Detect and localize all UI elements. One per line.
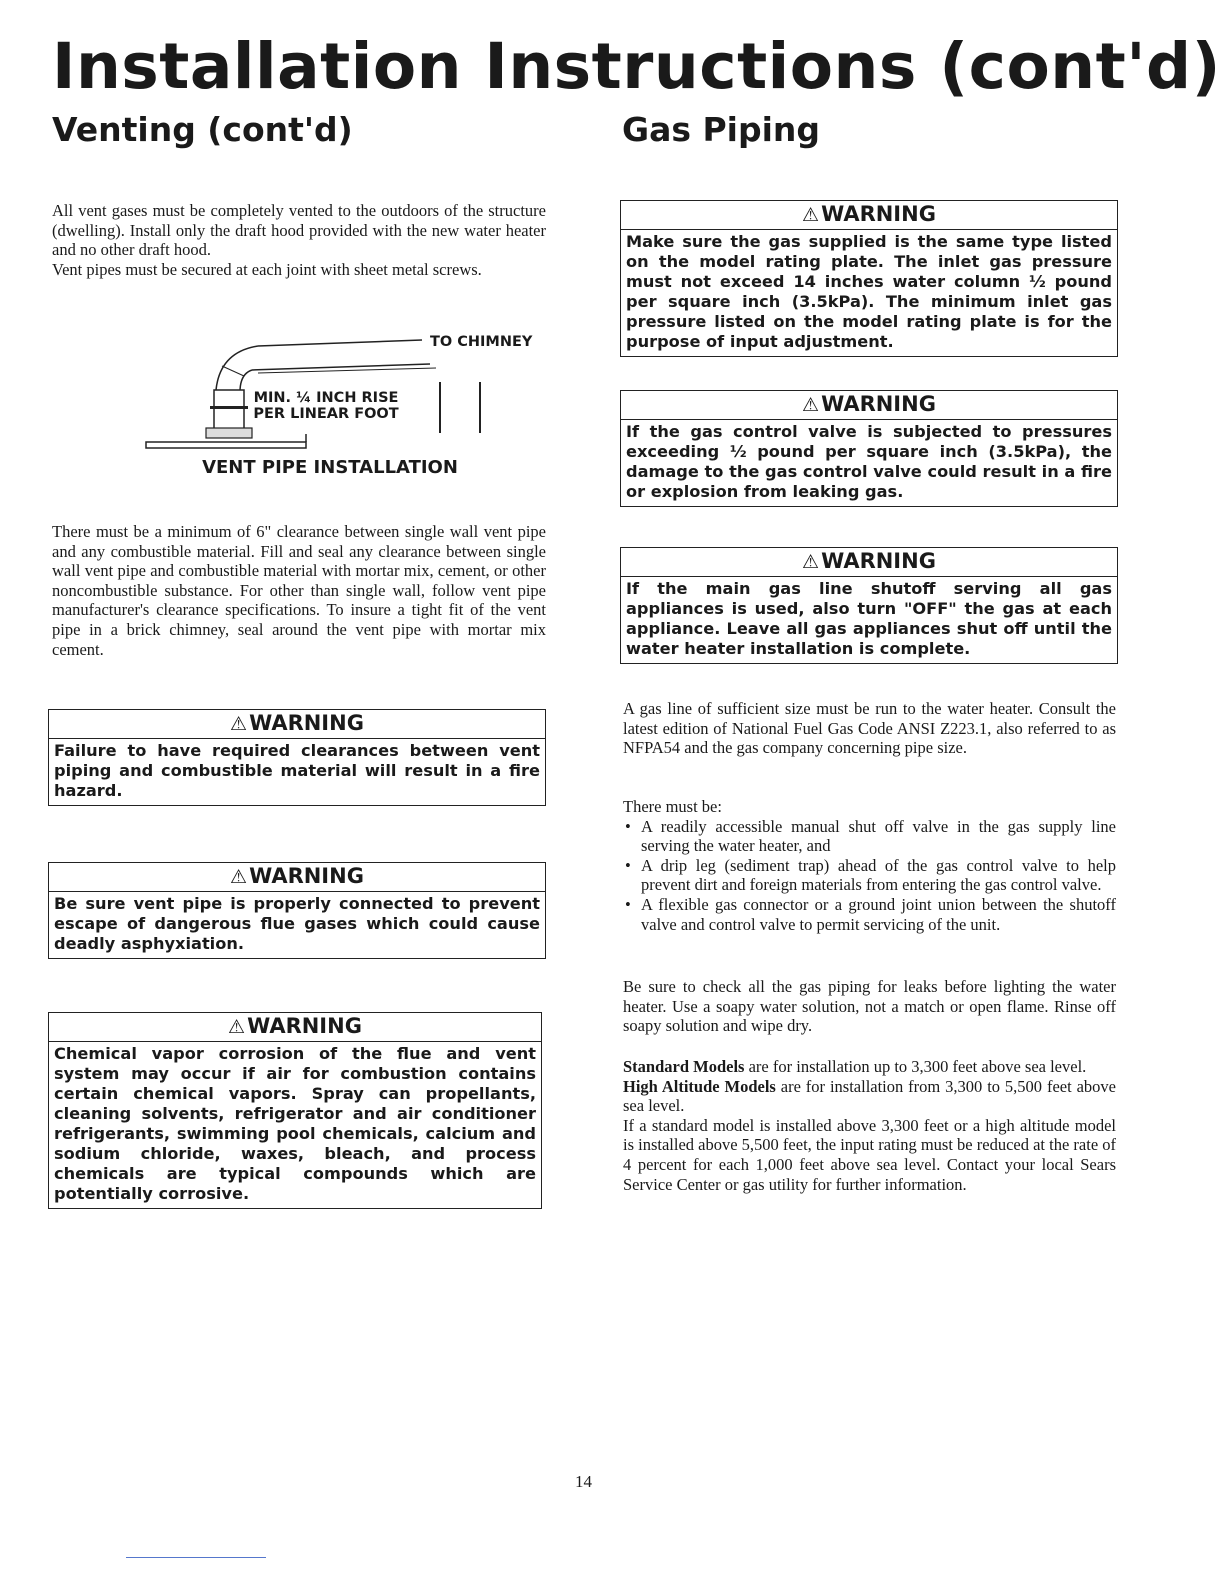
warning-header bbox=[621, 391, 1117, 420]
warning-triangle-icon: ⚠ bbox=[230, 713, 248, 735]
gas-line-paragraph: A gas line of sufficient size must be run to the water heater. Consult the latest edition of National Fuel Gas Code ANSI Z223.1, also referred to as NFPA54 and the gas company concerning pipe size. bbox=[623, 699, 1116, 758]
standard-models-paragraph bbox=[623, 1057, 1116, 1077]
leak-check-paragraph: Be sure to check all the gas piping for leaks before lighting the water heater. Use a soapy water solution, not a match or open flame. Rinse off soapy solution and wipe dry. bbox=[623, 977, 1116, 1036]
page-number: 14 bbox=[575, 1472, 592, 1491]
warning-label: WARNING bbox=[821, 202, 936, 226]
warning-header bbox=[49, 1013, 541, 1042]
page-title: Installation Instructions (cont'd) bbox=[52, 30, 1221, 103]
venting-intro bbox=[52, 201, 546, 279]
warning-text: Be sure vent pipe is properly connected to prevent escape of dangerous flue gases which could cause deadly asphyxiation. bbox=[54, 894, 540, 953]
rise-per-foot-label: MIN. ¼ INCH RISE PER LINEAR FOOT bbox=[253, 390, 399, 422]
warning-text: If the main gas line shutoff serving all gas appliances is used, also turn "OFF" the gas at each appliance. Leave all gas appliances shut off until the water heater installation is complete. bbox=[626, 579, 1112, 658]
warning-text: Make sure the gas supplied is the same type listed on the model rating plate. The inlet gas pressure must not exceed 14 inches water column ½ pound per square inch (3.5kPa). The minimum inlet gas pressure listed on the model rating plate is for the purpose of input adjustment. bbox=[626, 232, 1112, 351]
vent-pipe-caption: VENT PIPE INSTALLATION bbox=[202, 457, 458, 478]
warning-triangle-icon: ⚠ bbox=[802, 394, 820, 416]
warning-box-chemical-corrosion bbox=[48, 1012, 542, 1209]
warning-box-vent-connection bbox=[48, 862, 546, 959]
footer-rule bbox=[126, 1557, 266, 1558]
requirements-section bbox=[623, 797, 1116, 934]
list-item: • A flexible gas connector or a ground joint union between the shutoff valve and control valve to permit servicing of the unit. bbox=[623, 895, 1116, 934]
warning-box-valve-pressure bbox=[620, 390, 1118, 507]
venting-heading: Venting (cont'd) bbox=[52, 110, 353, 149]
list-item: • A drip leg (sediment trap) ahead of the gas control valve to help prevent dirt and foreign materials from entering the gas control valve. bbox=[623, 856, 1116, 895]
high-altitude-label: High Altitude Models bbox=[623, 1076, 776, 1096]
warning-triangle-icon: ⚠ bbox=[802, 551, 820, 573]
warning-box-main-shutoff bbox=[620, 547, 1118, 664]
warning-label: WARNING bbox=[821, 549, 936, 573]
warning-header bbox=[621, 548, 1117, 577]
warning-box-clearances bbox=[48, 709, 546, 806]
requirements-list bbox=[623, 817, 1116, 935]
vent-pipe-diagram bbox=[140, 330, 533, 490]
warning-header bbox=[49, 863, 545, 892]
derate-paragraph: If a standard model is installed above 3,300 feet or a high altitude model is installed above 5,500 feet, the input rating must be reduced at the rate of 4 percent for each 1,000 feet above sea level. Contact your local Sears Service Center or gas utility for further information. bbox=[623, 1115, 1117, 1194]
warning-triangle-icon: ⚠ bbox=[228, 1016, 246, 1038]
warning-text: Chemical vapor corrosion of the flue and vent system may occur if air for combustion contains certain chemical vapors. Spray can propellants, cleaning solvents, refrigerator and air conditioner refrigerants, swimming pool chemicals, calcium and sodium chloride, waxes, bleach, and process chemicals are typical compounds which are potentially corrosive. bbox=[54, 1044, 536, 1203]
high-altitude-text: are for installation from 3,300 to 5,500 feet above sea level. bbox=[623, 1076, 1116, 1116]
warning-label: WARNING bbox=[249, 711, 364, 735]
warning-header bbox=[621, 201, 1117, 230]
altitude-section bbox=[623, 1057, 1116, 1194]
warning-label: WARNING bbox=[249, 864, 364, 888]
to-chimney-label: TO CHIMNEY bbox=[430, 334, 533, 350]
clearance-paragraph: There must be a minimum of 6" clearance between single wall vent pipe and any combustible material. Fill and seal any clearance between single wall vent pipe and combustible material with mortar mix, cement, or other noncombustible substance. For other than single wall, follow vent pipe manufacturer's clearance specifications. To insure a tight fit of the vent pipe in a brick chimney, seal around the vent pipe with mortar mix cement. bbox=[52, 522, 546, 659]
gas-piping-heading: Gas Piping bbox=[622, 110, 821, 149]
warning-triangle-icon: ⚠ bbox=[802, 204, 820, 226]
there-must-be-label: There must be: bbox=[623, 797, 722, 816]
standard-models-text: are for installation up to 3,300 feet above sea level. bbox=[744, 1057, 1087, 1076]
warning-header bbox=[49, 710, 545, 739]
warning-text: If the gas control valve is subjected to pressures exceeding ½ pound per square inch (3.5kPa), the damage to the gas control valve could result in a fire or explosion from leaking gas. bbox=[626, 422, 1112, 501]
warning-label: WARNING bbox=[247, 1014, 362, 1038]
high-altitude-paragraph bbox=[623, 1077, 1116, 1116]
list-item: • A readily accessible manual shut off valve in the gas supply line serving the water heater, and bbox=[623, 817, 1116, 856]
warning-box-gas-type bbox=[620, 200, 1118, 357]
venting-screws-paragraph: Vent pipes must be secured at each joint with sheet metal screws. bbox=[52, 259, 482, 279]
standard-models-label: Standard Models bbox=[623, 1057, 745, 1076]
warning-triangle-icon: ⚠ bbox=[230, 866, 248, 888]
venting-intro-paragraph: All vent gases must be completely vented to the outdoors of the structure (dwelling). Install only the draft hood provided with the new water heater and no other draft hood. bbox=[52, 201, 546, 260]
warning-label: WARNING bbox=[821, 392, 936, 416]
warning-text: Failure to have required clearances between vent piping and combustible material will result in a fire hazard. bbox=[54, 741, 540, 800]
